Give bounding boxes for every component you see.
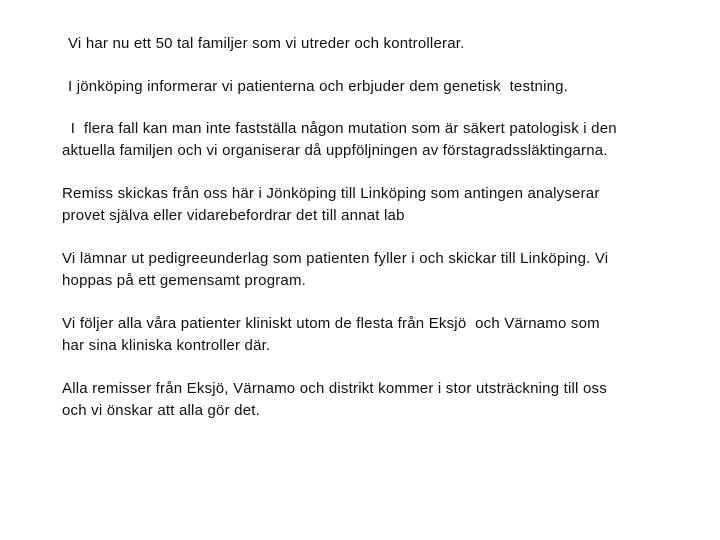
paragraph-mutation-followup: I flera fall kan man inte fastställa någon mutation som är säkert patologisk i den aktuella familjen och vi organiserar då uppföljningen av förstagradssläktingarna.	[62, 120, 617, 159]
paragraph-families: Vi har nu ett 50 tal familjer som vi utreder och kontrollerar.	[68, 35, 465, 52]
paragraph-referrals-districts: Alla remisser från Eksjö, Värnamo och distrikt kommer i stor utsträckning till oss och vi önskar att alla gör det.	[62, 380, 607, 419]
paragraph-information-testing: I jönköping informerar vi patienterna och erbjuder dem genetisk testning.	[68, 78, 569, 95]
paragraph-pedigree: Vi lämnar ut pedigreeunderlag som patienten fyller i och skickar till Linköping. Vi hoppas på ett gemensamt program.	[62, 250, 609, 289]
paragraph-referral: Remiss skickas från oss här i Jönköping till Linköping som antingen analyserar provet själva eller vidarebefordrar det till annat lab	[62, 185, 600, 224]
paragraph-clinical-followup: Vi följer alla våra patienter kliniskt utom de flesta från Eksjö och Värnamo som har sina kliniska kontroller där.	[62, 315, 600, 354]
